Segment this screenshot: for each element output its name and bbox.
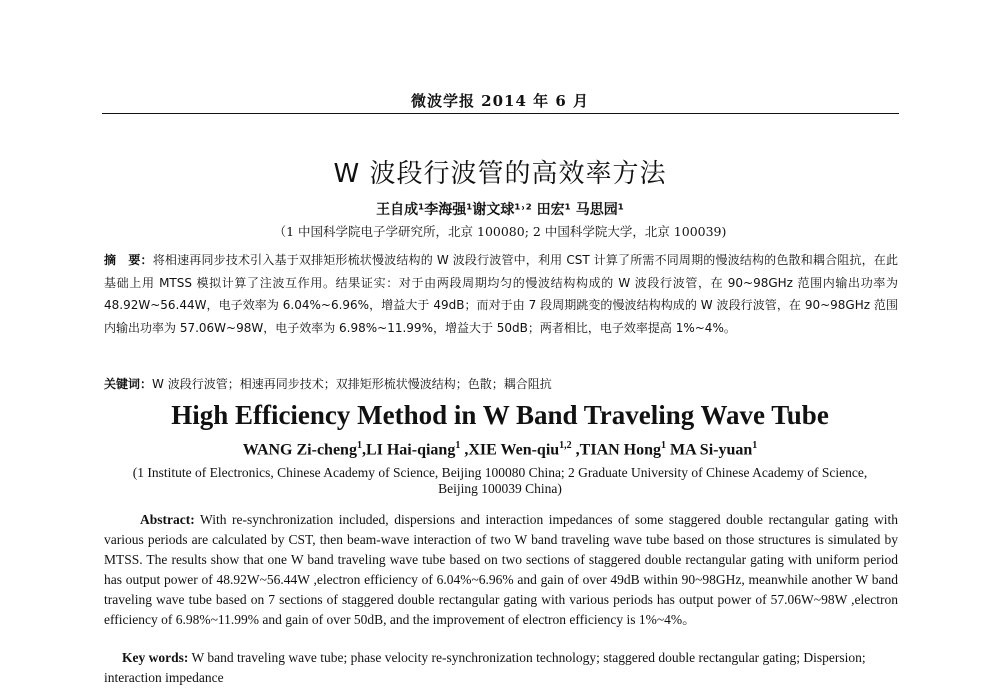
chinese-abstract [104, 249, 898, 339]
english-affiliation: (1 Institute of Electronics, Chinese Academy of Science, Beijing 100080 China; 2 Graduate University of Chinese Academy of Science, Beijing 100039 China) [132, 465, 868, 496]
chinese-keywords [104, 374, 898, 394]
english-title: High Efficiency Method in W Band Traveling Wave Tube [171, 400, 829, 430]
english-keywords-text: W band traveling wave tube; phase velocity re-synchronization technology; staggered double rectangular gating; Dispersion; interaction impedance [104, 650, 866, 685]
author-name: ,XIE Wen-qiu [460, 441, 560, 459]
chinese-affiliation: （1 中国科学院电子学研究所，北京 100080; 2 中国科学院大学，北京 100039) [273, 224, 727, 239]
author-affil-mark: 1 [455, 440, 461, 451]
author-affil-mark: 1 [661, 440, 667, 451]
author-affil-mark: 1 [356, 440, 362, 451]
header-rule [102, 113, 899, 114]
english-abstract-label: Abstract: [140, 512, 195, 527]
author-affil-mark: 1 [752, 440, 758, 451]
author-name: ,LI Hai-qiang [361, 441, 456, 459]
english-keywords-label: Key words: [122, 650, 189, 665]
english-abstract [104, 510, 898, 630]
chinese-abstract-text: 将相速再同步技术引入基于双排矩形梳状慢波结构的 W 波段行波管中，利用 CST 计算了所需不同周期的慢波结构的色散和耦合阻抗，在此基础上用 MTSS 模拟计算了注波互作用。结果证实：对于由两段周期均匀的慢波结构构成的 W 波段行波管，在 90~98GHz 范围内输出功率为 48.92W~56.44W，电子效率为 6.04%~6.96%，增益大于 49dB；而对于由 7 段周期跳变的慢波结构构成的 W 波段行波管，在 90~98GHz 范围内输出功率为 57.06W~98W，电子效率为 6.98%~11.99%，增益大于 50dB；两者相比，电子效率提高 1%~4%。 [104, 253, 898, 335]
chinese-keywords-text: W 波段行波管；相速再同步技术；双排矩形梳状慢波结构；色散；耦合阻抗 [152, 377, 552, 391]
chinese-authors: 王自成¹李海强¹谢文球¹˒² 田宏¹ 马思园¹ [376, 202, 624, 218]
english-keywords [104, 648, 898, 688]
author-name: WANG Zi-cheng [242, 441, 357, 459]
author-name: MA Si-yuan [666, 441, 753, 459]
english-authors [0, 440, 1000, 459]
chinese-abstract-label: 摘 要： [104, 253, 153, 267]
author-affil-mark: 1,2 [559, 440, 572, 451]
running-header: 微波学报 2014 年 6 月 [410, 92, 590, 110]
chinese-title: W 波段行波管的高效率方法 [333, 159, 667, 189]
english-abstract-text: With re-synchronization included, dispersions and interaction impedances of some staggered double rectangular gating with various periods are calculated by CST, then beam-wave interaction of two W band traveling wave tube based on those structures is simulated by MTSS. The results show that one W band traveling wave tube based on two sections of staggered double rectangular gating with uniform period has output power of 48.92W~56.44W ,electron efficiency of 6.04%~6.96% and gain of over 49dB within 90~98GHz, meanwhile another W band traveling wave tube based on 7 sections of staggered double rectangular gating with various periods has output power of 57.06W~98W ,electron efficiency of 6.98%~11.99% and gain of over 50dB, and the improvement of electron efficiency is 1%~4%。 [104, 512, 898, 627]
author-name: ,TIAN Hong [571, 441, 662, 459]
chinese-keywords-label: 关键词： [104, 377, 153, 391]
